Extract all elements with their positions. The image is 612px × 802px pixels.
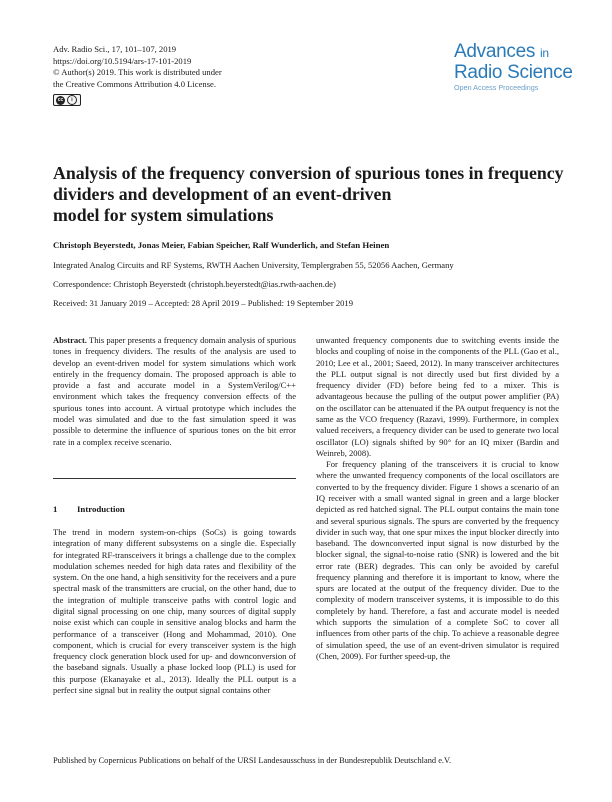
- license-line: the Creative Commons Attribution 4.0 License.: [53, 78, 217, 89]
- correspondence: Correspondence: Christoph Beyerstedt (christoph.beyerstedt@ias.rwth-aachen.de): [53, 279, 336, 289]
- body-paragraph: For frequency planing of the transceivers it is crucial to know where the unwanted frequency components of the local oscillators are converted to by the frequency divider. Figure 1 shows a scenario of an IQ receiver with a small wanted signal in green and a large blocker depicted as red hatched signal. The PLL output contains the main tone and several spurious signals. The spurs are converted by the frequency divider in such way, that one spur mixes the input blocker directly into baseband. The downconverted input signal is now disturbed by the blocker signal, the signal-to-noise ratio (SNR) is lowered and the bit error rate (BER) degrades. This can only be avoided by careful frequency planning and therefore it is important to know, where the spurs are located at the output of the frequency divider. Due to the complexity of modern transceiver systems, it is impossible to do this completely by hand. Therefore, a fast and accurate model is needed which supports the simulation of a complete SoC to cover all influences from other parts of the chip. To achieve a reasonable degree of simulation speed, the use of an event-driven simulator is required (Chen, 2009). For further speed-up, the: [316, 459, 559, 661]
- journal-logo[interactable]: [454, 42, 573, 93]
- title-line-2: dividers and development of an event-driven: [53, 184, 392, 204]
- introduction-left-column: [53, 527, 296, 696]
- abstract-label: Abstract.: [53, 335, 87, 345]
- section-heading-introduction: [53, 504, 125, 514]
- title-line-3: model for system simulations: [53, 205, 274, 225]
- title-line-1: Analysis of the frequency conversion of spurious tones in frequency: [53, 163, 564, 183]
- attribution-icon: i: [67, 95, 77, 105]
- creative-commons-badge[interactable]: [53, 94, 81, 106]
- body-paragraph: The trend in modern system-on-chips (SoCs) is going towards integration of many different subsystems on a single die. Especially for integrated RF-transceivers it brings a challenge due to the complex modulation schemes needed for high data rates and flexibility of the system. On the one hand, a high sensitivity for the receivers and a pure spectral mask of the transmitters are crucial, on the other hand, due to the integration of multiple transceive paths with control logic and digital signal processing on one chip, many sources of digital supply noise exist which can couple in sensitive analog blocks and harm the performance of a transceiver (Hong and Mohammad, 2010). One component, which is crucial for every transceiver system is the high frequency clock generation block used for up- and downconversion of the baseband signals. Usually a phase locked loop (PLL) is used for this purpose (Ekanayake et al., 2013). Ideally the PLL output is a perfect sine signal but in reality the output signal contains other: [53, 527, 296, 695]
- abstract-text: This paper presents a frequency domain analysis of spurious tones in frequency dividers. The results of the analysis are used to develop an event-driven model for system simulations which work entirely in the frequency domain. The proposed approach is able to provide a fast and accurate model in a SystemVerilog/C++ environment which takes the frequency conversion effects of the spurious tones into account. A virtual prototype which includes the model was simulated and due to the fast simulation speed it was possible to determine the influence of spurious tones on the bit error rate in a complex receive scenario.: [53, 335, 296, 447]
- abstract: [53, 335, 296, 448]
- paper-title: [53, 163, 573, 226]
- journal-name-word2: in: [540, 46, 549, 60]
- copyright-line: © Author(s) 2019. This work is distributed under: [53, 67, 222, 78]
- journal-name-line2: Radio Science: [454, 62, 573, 83]
- citation-line: Adv. Radio Sci., 17, 101–107, 2019: [53, 44, 177, 54]
- journal-tagline: Open Access Proceedings: [454, 83, 539, 92]
- abstract-divider: [53, 478, 296, 479]
- right-column: [316, 335, 559, 662]
- author-list: Christoph Beyerstedt, Jonas Meier, Fabian Speicher, Ralf Wunderlich, and Stefan Heinen: [53, 240, 390, 250]
- affiliation: Integrated Analog Circuits and RF Systems, RWTH Aachen University, Templergraben 55, 52056 Aachen, Germany: [53, 260, 454, 270]
- section-title: Introduction: [77, 504, 125, 514]
- doi-link[interactable]: https://doi.org/10.5194/ars-17-101-2019: [53, 55, 192, 66]
- article-metadata: [53, 44, 222, 90]
- section-number: 1: [53, 504, 58, 514]
- publisher-footer: Published by Copernicus Publications on behalf of the URSI Landesausschuss in der Bundesrepublik Deutschland e.V.: [53, 756, 452, 765]
- publication-dates: Received: 31 January 2019 – Accepted: 28 April 2019 – Published: 19 September 2019: [53, 298, 354, 308]
- cc-icon: cc: [57, 97, 64, 103]
- journal-name-word1: Advances: [454, 41, 536, 62]
- body-paragraph: unwanted frequency components due to switching events inside the blocks and coupling of noise in the components of the PLL (Gao et al., 2010; Lee et al., 2001; Saeed, 2012). In many transceiver architectures the PLL output signal is not directly used but first divided by a frequency divider (FD) before being fed to a mixer. This is advantageous because the pulling of the output power amplifier (PA) on the oscillator can be attenuated if the PA output frequency is not the same as the VCO frequency (Razavi, 1999). Furthermore, in complex valued receivers, a frequency divider can be used to generate two local oscillator (LO) signals shifted by 90° for an IQ mixer (Bardin and Weinreb, 2008).: [316, 335, 559, 458]
